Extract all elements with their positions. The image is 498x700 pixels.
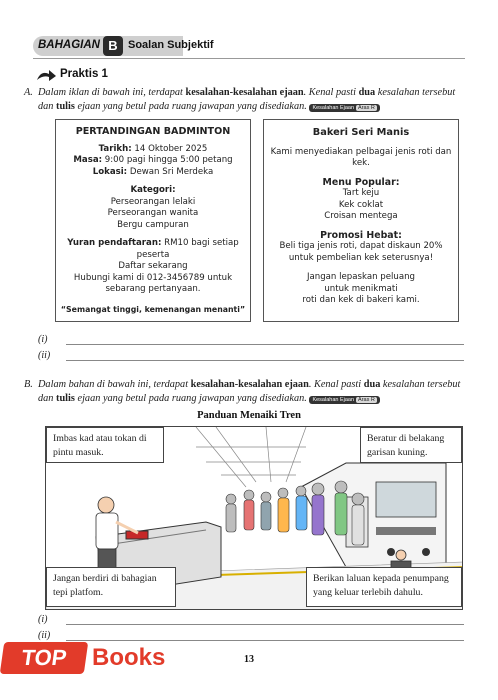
fee-label: Yuran pendaftaran: [67, 238, 162, 248]
instruction-text: kesalahan tersebut dan [38, 379, 461, 404]
ad-time [60, 155, 246, 167]
instruction-bold: tulis [56, 101, 75, 112]
ad-title: Bakeri Seri Manis [312, 127, 410, 138]
category-heading: Kategori: [130, 185, 176, 195]
bakery-intro-cont: kek. [352, 158, 370, 168]
skill-tag [309, 396, 379, 404]
topbooks-logo [0, 640, 180, 680]
answer-line-a-ii[interactable] [66, 360, 464, 361]
ad-fee [60, 238, 246, 250]
promo-text-cont: untuk pembelian kek seterusnya! [288, 252, 434, 263]
closing-text-cont: roti dan kek di bakeri kami. [302, 295, 420, 305]
instruction-text: ejaan yang betul pada ruang jawapan yang disediakan. [74, 393, 307, 404]
instruction-text: Dalam bahan di bawah ini, terdapat [38, 379, 191, 390]
instruction-text: . Kenal pasti [308, 379, 364, 390]
date-label: Tarikh: [98, 143, 132, 154]
category-item: Perseorangan lelaki [110, 196, 196, 207]
answer-line-b-i[interactable] [66, 624, 464, 625]
ad-slogan: “Semangat tinggi, kemenangan menanti” [60, 304, 246, 314]
logo-books-text: Books [92, 644, 166, 671]
caption-top-left: Imbas kad atau tokan di pintu masuk. [46, 427, 164, 463]
badminton-ad [55, 119, 251, 322]
instruction-bold: dua [363, 379, 381, 390]
answer-label-ii: (ii) [38, 350, 51, 361]
ad-register: Daftar sekarang [118, 261, 188, 271]
instruction-text: . Kenal pasti [303, 87, 359, 98]
promo-heading: Promosi Hebat: [320, 229, 402, 241]
section-label: BAHAGIAN [38, 39, 100, 51]
tag-label: Kesalahan Ejaan [312, 397, 355, 403]
caption-bottom-right: Berikan laluan kepada penumpang yang keluar terlebih dahulu. [306, 567, 462, 607]
caption-bottom-left: Jangan berdiri di bahagian tepi platfom. [46, 567, 176, 607]
tag-level: Aras R [358, 397, 375, 403]
closing-text-cont: untuk menikmati [324, 283, 398, 294]
instruction-text: Dalam iklan di bawah ini, terdapat [38, 87, 186, 98]
question-a-letter: A. [24, 87, 33, 98]
date-value: 14 Oktober 2025 [131, 143, 208, 154]
logo-top-badge: TOP [0, 642, 88, 674]
practice-label: Praktis 1 [60, 68, 108, 80]
time-value: 9:00 pagi hingga 5:00 petang [102, 155, 233, 165]
page-number: 13 [244, 654, 254, 665]
question-b-letter: B. [24, 379, 33, 390]
instruction-text: kesalahan tersebut dan [38, 87, 456, 112]
question-b-instruction [38, 378, 470, 407]
bakery-ad [263, 119, 459, 322]
ad-location [60, 167, 246, 179]
question-a-instruction [38, 86, 470, 115]
answer-label-i: (i) [38, 334, 48, 345]
instruction-bold: kesalahan-kesalahan ejaan [190, 379, 309, 390]
category-item: Perseorangan wanita [107, 208, 199, 218]
tag-label: Kesalahan Ejaan [312, 105, 355, 111]
ad-fee-cont: peserta [136, 249, 170, 260]
ad-title: PERTANDINGAN BADMINTON [75, 126, 231, 137]
section-letter-badge: B [103, 36, 123, 56]
instruction-bold: dua [358, 87, 376, 98]
answer-label-i: (i) [38, 614, 48, 625]
time-label: Masa: [73, 155, 103, 165]
instruction-text: ejaan yang betul pada ruang jawapan yang disediakan. [74, 101, 307, 112]
ad-contact: Hubungi kami di 012-3456789 untuk [73, 272, 233, 283]
section-title: Soalan Subjektif [128, 39, 214, 51]
instruction-bold: tulis [56, 393, 75, 404]
tag-level: Aras R [358, 105, 375, 111]
figure-title: Panduan Menaiki Tren [197, 410, 301, 421]
answer-label-ii: (ii) [38, 630, 51, 641]
caption-top-right: Beratur di belakang garisan kuning. [360, 427, 462, 463]
header-divider [33, 58, 465, 59]
ad-contact-cont: sebarang pertanyaan. [105, 284, 201, 294]
menu-item: Kek coklat [338, 199, 384, 210]
fee-value: RM10 bagi setiap [161, 238, 239, 248]
skill-tag [309, 104, 379, 112]
location-label: Lokasi: [92, 166, 128, 177]
closing-text: Jangan lepaskan peluang [306, 272, 416, 282]
answer-line-a-i[interactable] [66, 344, 464, 345]
practice-arrow-icon [35, 69, 57, 82]
bakery-intro: Kami menyediakan pelbagai jenis roti dan [270, 146, 452, 157]
ad-date [60, 144, 246, 156]
menu-item: Croisan mentega [324, 211, 398, 221]
menu-heading: Menu Popular: [322, 176, 400, 188]
location-value: Dewan Sri Merdeka [127, 166, 214, 177]
menu-item: Tart keju [342, 188, 380, 198]
instruction-bold: kesalahan-kesalahan ejaan [185, 87, 304, 98]
category-item: Bergu campuran [117, 219, 189, 230]
promo-text: Beli tiga jenis roti, dapat diskaun 20% [279, 241, 443, 251]
